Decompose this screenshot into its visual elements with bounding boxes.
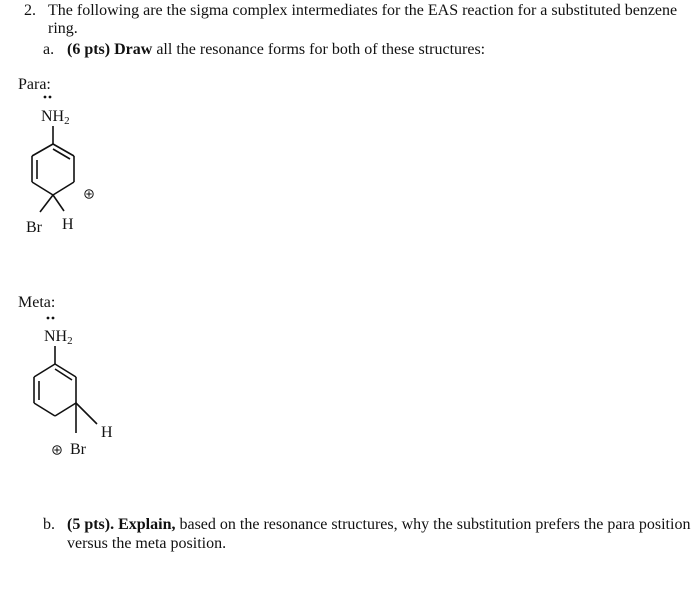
lone-pair-dot xyxy=(47,317,50,320)
lone-pair-dot xyxy=(49,96,52,99)
meta-label: Meta: xyxy=(18,294,56,311)
h-label: H xyxy=(62,216,74,233)
part-b-label: b. xyxy=(43,516,55,533)
question-number: 2. xyxy=(24,2,36,19)
cyclohexadienyl-ring xyxy=(34,364,76,416)
part-b-points: (5 pts). xyxy=(67,516,115,533)
part-a-points: (6 pts) xyxy=(67,41,111,58)
amine-label: NH2 xyxy=(44,328,73,347)
lone-pair-dot xyxy=(44,96,47,99)
meta-structure xyxy=(0,312,140,462)
part-a-instruction xyxy=(67,41,485,59)
positive-charge-icon xyxy=(85,190,93,198)
amine-label: NH2 xyxy=(41,108,70,127)
br-bond xyxy=(40,195,53,212)
lone-pair-dot xyxy=(52,317,55,320)
part-b-text: based on the resonance structures, why the substitution prefers the para position xyxy=(179,516,691,533)
question-text-continued: ring. xyxy=(48,20,78,37)
br-label: Br xyxy=(70,441,86,458)
h-bond xyxy=(76,403,97,424)
part-a-label: a. xyxy=(43,41,55,58)
h-bond xyxy=(53,195,64,211)
part-a-keyword: Draw xyxy=(114,41,153,58)
br-label: Br xyxy=(26,219,42,236)
para-label: Para: xyxy=(18,76,51,93)
part-a-text: all the resonance forms for both of these structures: xyxy=(156,41,486,58)
cyclohexadienyl-ring xyxy=(32,144,74,195)
part-b-instruction xyxy=(67,516,690,534)
part-b-text-continued: versus the meta position. xyxy=(67,535,227,552)
positive-charge-icon xyxy=(53,446,61,454)
part-b-keyword: Explain, xyxy=(118,516,176,533)
para-structure xyxy=(0,90,130,250)
h-label: H xyxy=(101,424,113,441)
question-text: The following are the sigma complex intermediates for the EAS reaction for a substituted benzene xyxy=(48,2,678,19)
